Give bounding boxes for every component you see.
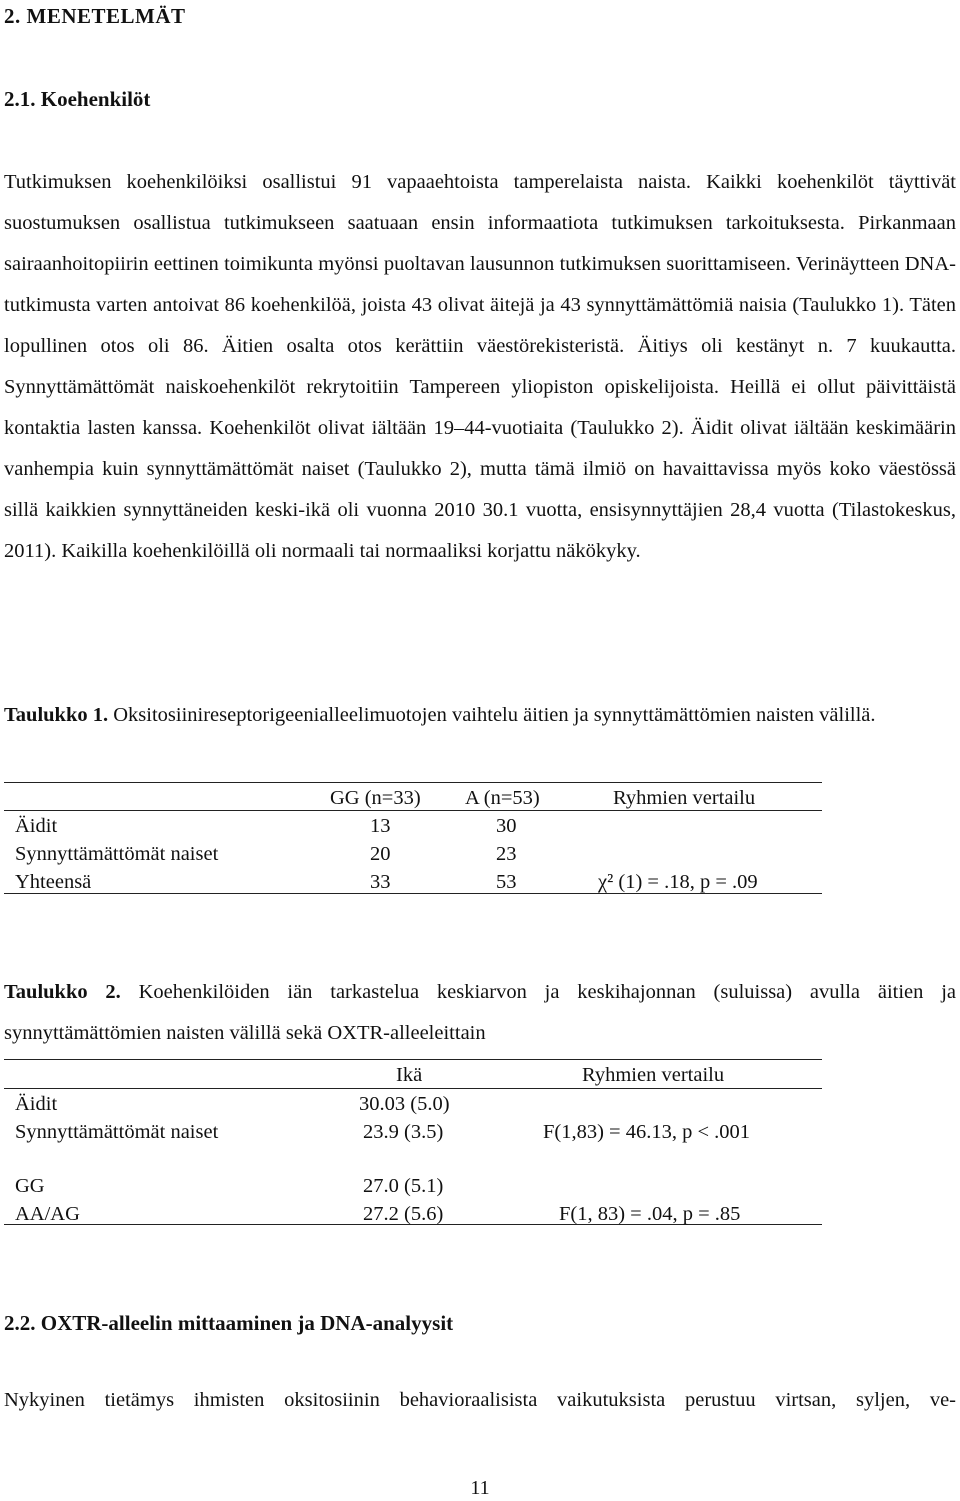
table2-row-label: Synnyttämättömät naiset <box>15 1121 219 1143</box>
table1-label: Taulukko 1. <box>4 704 109 726</box>
section-heading-koehenkilot: 2.1. Koehenkilöt <box>4 87 151 111</box>
table1-header-gg: GG (n=33) <box>330 787 421 809</box>
table1 <box>4 781 822 896</box>
table2-cell-age: 27.0 (5.1) <box>363 1175 444 1197</box>
paragraph-koehenkilot <box>4 162 956 572</box>
table1-header-a: A (n=53) <box>465 787 540 809</box>
table2-row-label: GG <box>15 1175 45 1197</box>
table1-cell-a: 23 <box>496 843 517 865</box>
table2-cell-age: 27.2 (5.6) <box>363 1203 444 1225</box>
paragraph-text: Tutkimuksen koehenkilöiksi osallistui 91 vapaaehtoista tamperelaista naista. Kaikki koehenkilöt täyttivät suostumuksen osallistua tutkimukseen saatuaan ensin informaatiota tutkimuksen tarkoituksesta. Pirkanmaan sairaanhoitopiirin eettinen toimikunta myönsi puoltavan lausunnon tutkimuksen suorittamiseen. Verinäytteen DNA-tutkimusta varten antoivat 86 koehenkilöä, joista 43 olivat äitejä ja 43 synnyttämättömiä naisia (Taulukko 1). Täten lopullinen otos oli 86. Äitien osalta otos kerättiin väestörekisteristä. Äitiys oli kestänyt n. 7 kuukautta. Synnyttämättömät naiskoehenkilöt rekrytoitiin Tampereen yliopiston opiskelijoista. Heillä ei ollut päivittäistä kontaktia lasten kanssa. Koehenkilöt olivat iältään 19–44-vuotiaita (Taulukko 2). Äidit olivat iältään keskimäärin vanhempia kuin synnyttämättömät naiset (Taulukko 2), mutta tämä ilmiö on havaittavissa myös koko väestössä sillä kaikkien synnyttäneiden keski-ikä oli vuonna 2010 30.1 vuotta, ensisynnyttäjien 28,4 vuotta (Tilastokeskus, 2011). Kaikilla koehenkilöillä oli normaali tai normaaliksi korjattu näkökyky. <box>4 171 956 562</box>
table2-top-rule <box>4 1059 822 1060</box>
table1-cell-comparison: χ² (1) = .18, p = .09 <box>598 871 758 893</box>
table2-label: Taulukko 2. <box>4 981 121 1003</box>
chapter-heading: 2. MENETELMÄT <box>4 4 186 28</box>
table1-caption <box>4 695 956 736</box>
table1-cell-gg: 13 <box>370 815 391 837</box>
table1-row-label: Yhteensä <box>15 871 92 893</box>
table2-row-label: AA/AG <box>15 1203 80 1225</box>
table1-cell-a: 30 <box>496 815 517 837</box>
table2-header-age: Ikä <box>396 1064 423 1086</box>
paragraph-oxtr-start: Nykyinen tietämys ihmisten oksitosiinin behavioraalisista vaikutuksista perustuu virtsan, syljen, ve- <box>4 1389 956 1411</box>
table2-cell-comparison: F(1,83) = 46.13, p < .001 <box>543 1121 751 1143</box>
table2-title: Koehenkilöiden iän tarkastelua keskiarvon ja keskihajonnan (suluissa) avulla äitien ja synnyttämättömien naisten välillä sekä OXTR-alleeleittain <box>4 981 956 1044</box>
section-heading-oxtr: 2.2. OXTR-alleelin mittaaminen ja DNA-analyysit <box>4 1311 454 1335</box>
table2-cell-comparison: F(1, 83) = .04, p = .85 <box>559 1203 741 1225</box>
table1-cell-gg: 20 <box>370 843 391 865</box>
table1-cell-gg: 33 <box>370 871 391 893</box>
table2-row-label: Äidit <box>15 1093 58 1115</box>
table2 <box>4 1058 822 1228</box>
page-number: 11 <box>470 1477 490 1499</box>
table2-cell-age: 23.9 (3.5) <box>363 1121 444 1143</box>
table2-cell-age: 30.03 (5.0) <box>359 1093 450 1115</box>
table1-row-label: Äidit <box>15 815 58 837</box>
table2-header-comparison: Ryhmien vertailu <box>582 1064 725 1086</box>
table1-title: Oksitosiinireseptorigeenialleelimuotojen vaihtelu äitien ja synnyttämättömien naisten välillä. <box>108 704 876 726</box>
table1-header-comparison: Ryhmien vertailu <box>613 787 756 809</box>
table1-cell-a: 53 <box>496 871 517 893</box>
table2-caption <box>4 972 956 1054</box>
table1-row-label: Synnyttämättömät naiset <box>15 843 219 865</box>
table1-top-rule <box>4 782 822 783</box>
